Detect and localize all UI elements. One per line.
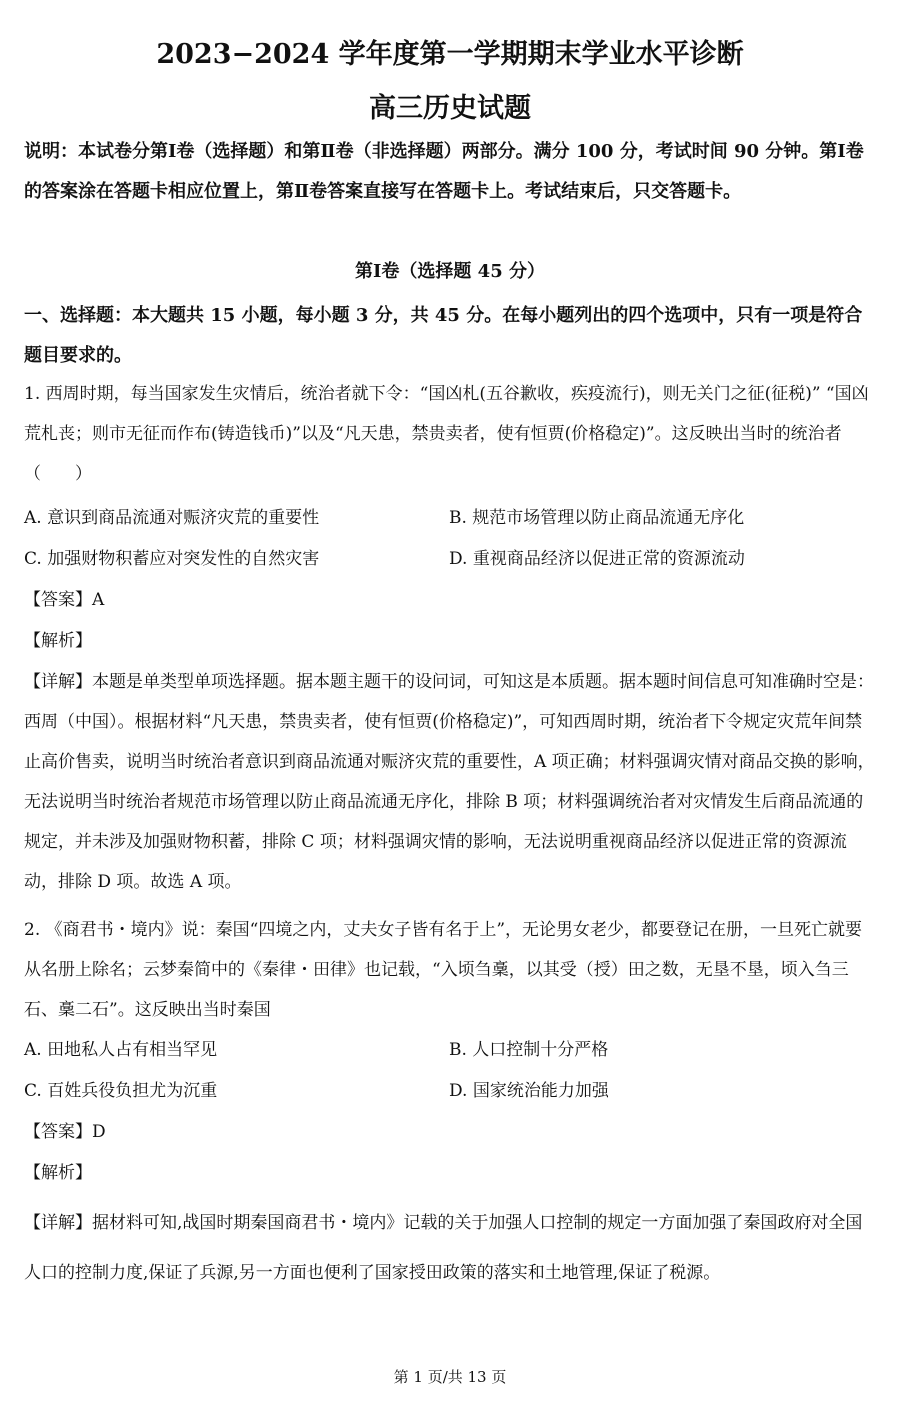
question-1-stem: 1. 西周时期，每当国家发生灾情后，统治者就下令：“国凶札(五谷歉收，疾疫流行)，则无关门之征(征税)” “国凶荒札丧；则市无征而作布(铸造钱币)”以及“凡天患，禁贵卖者，使有恒贾(价格稳定)”。这反映出当时的统治者（ ） <box>24 384 869 484</box>
question-2-stem: 2. 《商君书・境内》说：秦国“四境之内，丈夫女子皆有名于上”，无论男女老少，都要登记在册，一旦死亡就要从名册上除名；云梦秦简中的《秦律・田律》也记载，“入顷刍稾，以其受（授）田之数，无垦不垦，顷入刍三石、稾二石”。这反映出当时秦国 <box>24 920 863 1020</box>
question-2-analysis-label: 【解析】 <box>24 1163 92 1183</box>
exam-title: 2023−2024 学年度第一学期期末学业水平诊断 <box>156 39 744 70</box>
question-1-option-d: D. 重视商品经济以促进正常的资源流动 <box>449 549 745 569</box>
question-2-answer: 【答案】D <box>24 1122 106 1142</box>
question-2-option-b: B. 人口控制十分严格 <box>449 1040 609 1060</box>
question-2-option-a: A. 田地私人占有相当罕见 <box>24 1040 218 1060</box>
question-2-option-d: D. 国家统治能力加强 <box>449 1081 609 1101</box>
page-number: 第 1 页/共 13 页 <box>393 1368 507 1386</box>
question-1-analysis-label: 【解析】 <box>24 631 92 651</box>
question-1-answer: 【答案】A <box>24 590 105 610</box>
section-intro: 一、选择题：本大题共 15 小题，每小题 3 分，共 45 分。在每小题列出的四个选项中，只有一项是符合题目要求的。 <box>24 305 863 366</box>
section-heading: 第Ⅰ卷（选择题 45 分） <box>354 261 545 282</box>
question-1-option-c: C. 加强财物积蓄应对突发性的自然灾害 <box>24 549 320 569</box>
question-2-detail: 【详解】据材料可知,战国时期秦国商君书・境内》记载的关于加强人口控制的规定一方面加强了秦国政府对全国人口的控制力度,保证了兵源,另一方面也便利了国家授田政策的落实和土地管理,保证了税源。 <box>24 1213 863 1283</box>
question-1-detail: 【详解】本题是单类型单项选择题。据本题主题干的设问词，可知这是本质题。据本题时间信息可知准确时空是：西周（中国）。根据材料“凡天患，禁贵卖者，使有恒贾(价格稳定)”，可知西周时期，统治者下令规定灾荒年间禁止高价售卖，说明当时统治者意识到商品流通对赈济灾荒的重要性，A 项正确；材料强调灾情对商品交换的影响，无法说明当时统治者规范市场管理以防止商品流通无序化，排除 B 项；材料强调统治者对灾情发生后商品流通的规定，并未涉及加强财物积蓄，排除 C 项；材料强调灾情的影响，无法说明重视商品经济以促进正常的资源流动，排除 D 项。故选 A 项。 <box>24 672 875 892</box>
exam-subtitle: 高三历史试题 <box>369 93 531 124</box>
question-1-option-b: B. 规范市场管理以防止商品流通无序化 <box>449 508 745 528</box>
question-2-option-c: C. 百姓兵役负担尤为沉重 <box>24 1081 218 1101</box>
instructions-paragraph: 说明：本试卷分第Ⅰ卷（选择题）和第Ⅱ卷（非选择题）两部分。满分 100 分，考试时间 90 分钟。第Ⅰ卷的答案涂在答题卡相应位置上，第Ⅱ卷答案直接写在答题卡上。考试结束后，只交答题卡。 <box>24 141 864 202</box>
question-1-option-a: A. 意识到商品流通对赈济灾荒的重要性 <box>24 508 320 528</box>
